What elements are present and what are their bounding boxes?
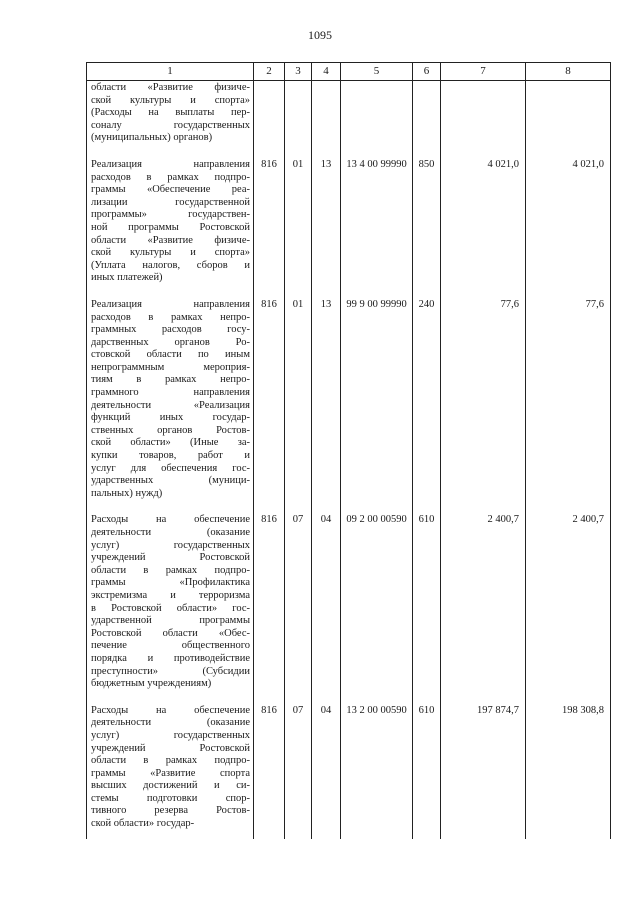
description-line: ской области» (Иные за- (91, 437, 250, 449)
table-header-row (87, 63, 611, 81)
description-line: ударственных (муници- (91, 475, 250, 487)
description-line: ной программы Ростовской (91, 221, 250, 233)
description-line: расходов в рамках подпро- (91, 171, 250, 183)
description-line: области в рамках подпро- (91, 755, 250, 767)
description-line: области «Развитие физиче- (91, 82, 250, 93)
table-row (87, 508, 611, 698)
description-line: ударственной программы (91, 615, 250, 627)
admin-code: 816 (254, 508, 285, 698)
amount-2 (526, 81, 611, 153)
description-line: ской области» государ- (91, 818, 195, 830)
description-line: учреждений Ростовской (91, 552, 250, 564)
description-line: Ростовской области «Обес- (91, 627, 250, 639)
description-line: услуг) государственных (91, 729, 250, 741)
description-line: граммы «Профилактика (91, 577, 250, 589)
target-code: 99 9 00 99990 (341, 293, 413, 509)
description-line: расходов в рамках непро- (91, 311, 250, 323)
section-code: 07 (285, 508, 312, 698)
expense-type-code: 240 (413, 293, 441, 509)
description-line: программы» государствен- (91, 209, 250, 221)
description-line: граммы «Обеспечение реа- (91, 184, 250, 196)
amount-1: 197 874,7 (441, 699, 526, 839)
amount-1: 2 400,7 (441, 508, 526, 698)
description-line: ской культуры и спорта» (91, 94, 250, 106)
admin-code: 816 (254, 293, 285, 509)
expense-type-code: 850 (413, 153, 441, 293)
description-line: учреждений Ростовской (91, 742, 250, 754)
subsection-code: 13 (312, 293, 341, 509)
description-line: Реализация направления (91, 158, 250, 170)
target-code (341, 81, 413, 153)
row-description (87, 293, 254, 509)
amount-2: 2 400,7 (526, 508, 611, 698)
description-line: (Уплата налогов, сборов и (91, 259, 250, 271)
column-header: 6 (413, 63, 441, 81)
target-code: 13 2 00 00590 (341, 699, 413, 839)
description-line: (Расходы на выплаты пер- (91, 107, 250, 119)
description-line: лизации государственной (91, 196, 250, 208)
description-line: области «Развитие физиче- (91, 234, 250, 246)
description-line: граммного направления (91, 387, 250, 399)
description-line: Расходы на обеспечение (91, 514, 250, 526)
row-description (87, 699, 254, 839)
description-line: экстремизма и терроризма (91, 589, 250, 601)
column-header: 2 (254, 63, 285, 81)
description-line: ственных органов Ростов- (91, 424, 250, 436)
expense-type-code (413, 81, 441, 153)
section-code: 01 (285, 153, 312, 293)
description-line: высших достижений и си- (91, 780, 250, 792)
description-line: порядка и противодействие (91, 652, 250, 664)
target-code: 13 4 00 99990 (341, 153, 413, 293)
section-code (285, 81, 312, 153)
expense-type-code: 610 (413, 508, 441, 698)
column-header: 5 (341, 63, 413, 81)
description-line: иных платежей) (91, 272, 163, 284)
row-description (87, 153, 254, 293)
table-row (87, 293, 611, 509)
row-description (87, 508, 254, 698)
amount-1: 4 021,0 (441, 153, 526, 293)
description-line: тивного резерва Ростов- (91, 805, 250, 817)
description-line: граммы «Развитие спорта (91, 767, 250, 779)
column-header: 1 (87, 63, 254, 81)
description-line: стемы подготовки спор- (91, 792, 250, 804)
amount-2: 77,6 (526, 293, 611, 509)
description-line: услуг) государственных (91, 539, 250, 551)
description-line: Расходы на обеспечение (91, 704, 250, 716)
row-description (87, 81, 254, 153)
amount-1: 77,6 (441, 293, 526, 509)
column-header: 8 (526, 63, 611, 81)
description-line: услуг для обеспечения гос- (91, 462, 250, 474)
amount-2: 4 021,0 (526, 153, 611, 293)
table-row (87, 153, 611, 293)
description-line: пальных) нужд) (91, 487, 163, 499)
subsection-code: 04 (312, 699, 341, 839)
description-line: купки товаров, работ и (91, 450, 250, 462)
subsection-code: 04 (312, 508, 341, 698)
section-code: 01 (285, 293, 312, 509)
column-header: 3 (285, 63, 312, 81)
description-line: печение общественного (91, 640, 250, 652)
description-line: деятельности (оказание (91, 527, 250, 538)
description-line: функций иных государ- (91, 412, 250, 424)
admin-code (254, 81, 285, 153)
amount-1 (441, 81, 526, 153)
description-line: в Ростовской области» гос- (91, 602, 250, 614)
description-line: деятельности (оказание (91, 717, 250, 729)
description-line: стовской области по иным (91, 349, 250, 361)
description-line: тиям в рамках непро- (91, 374, 250, 386)
description-line: соналу государственных (91, 119, 250, 131)
admin-code: 816 (254, 699, 285, 839)
table-row (87, 699, 611, 839)
table-row (87, 81, 611, 153)
budget-table (86, 62, 611, 839)
column-header: 7 (441, 63, 526, 81)
section-code: 07 (285, 699, 312, 839)
description-line: непрограммным мероприя- (91, 361, 250, 373)
description-line: дарственных органов Ро- (91, 336, 250, 348)
subsection-code: 13 (312, 153, 341, 293)
target-code: 09 2 00 00590 (341, 508, 413, 698)
description-line: деятельности «Реализация (91, 399, 250, 411)
column-header: 4 (312, 63, 341, 81)
admin-code: 816 (254, 153, 285, 293)
expense-type-code: 610 (413, 699, 441, 839)
description-line: бюджетным учреждениям) (91, 678, 212, 690)
description-line: граммных расходов госу- (91, 324, 250, 336)
subsection-code (312, 81, 341, 153)
description-line: Реализация направления (91, 298, 250, 310)
amount-2: 198 308,8 (526, 699, 611, 839)
page-number: 1095 (308, 28, 332, 42)
description-line: преступности» (Субсидии (91, 665, 250, 677)
description-line: ской культуры и спорта» (91, 247, 250, 259)
description-line: области в рамках подпро- (91, 564, 250, 576)
description-line: (муниципальных) органов) (91, 132, 213, 144)
